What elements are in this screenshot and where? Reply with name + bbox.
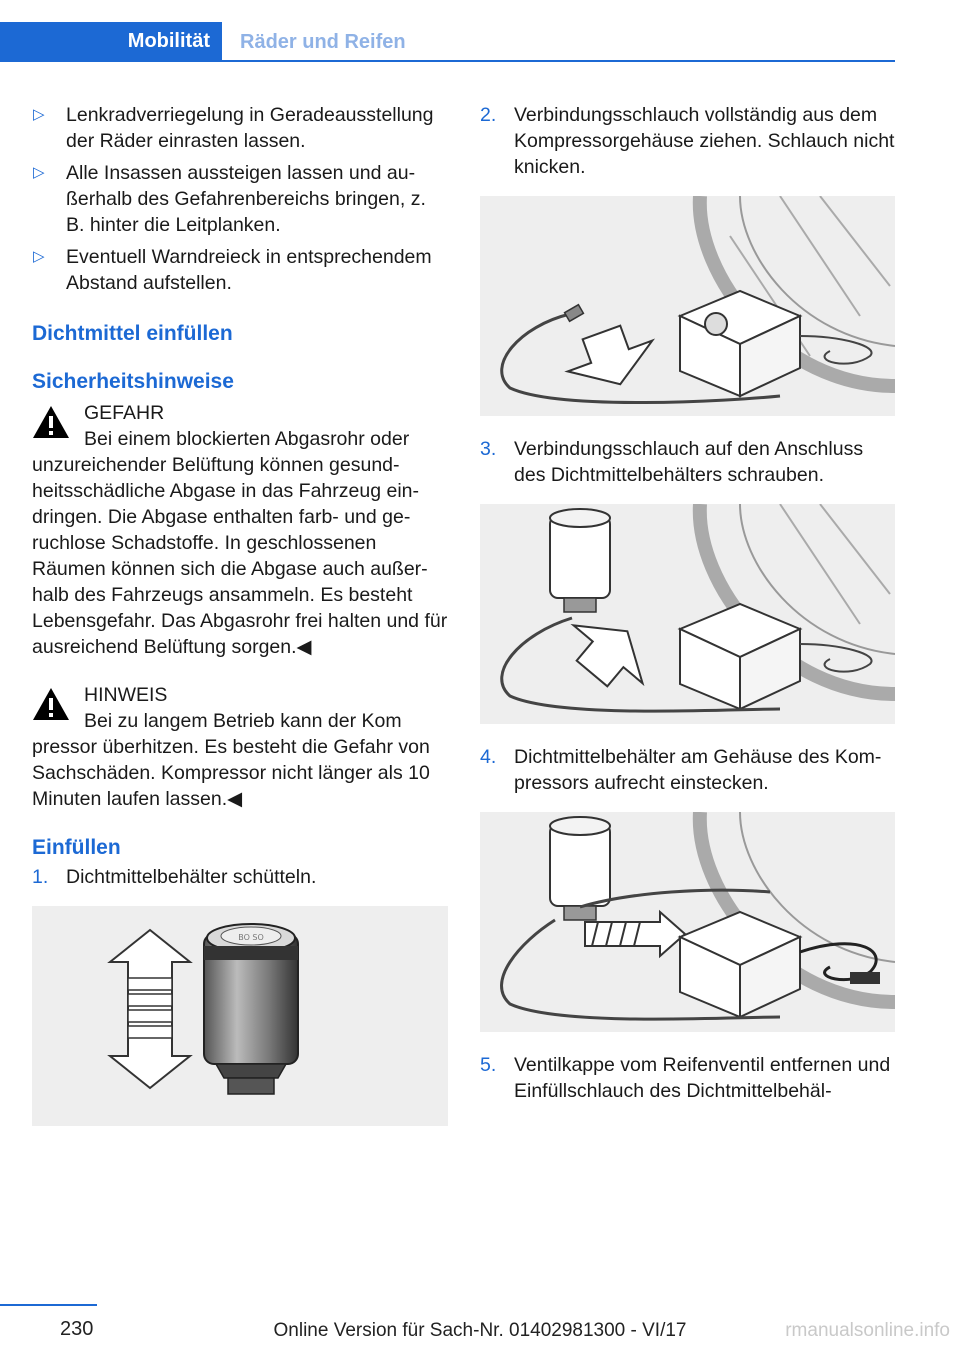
warning-triangle-icon — [32, 405, 70, 439]
step-number: 4. — [480, 746, 497, 768]
step-text: Verbindungsschlauch auf den Anschluss des Dichtmittelbehälters schrauben. — [514, 438, 864, 486]
bullet-item — [32, 244, 448, 296]
tab-mobilitaet[interactable]: Mobilität — [0, 22, 222, 60]
bullet-item — [32, 102, 448, 154]
page-number: 230 — [60, 1318, 94, 1340]
step-number: 1. — [32, 866, 49, 888]
step-3 — [480, 436, 895, 488]
heading-sicherheitshinweise: Sicherheitshinweise — [32, 370, 234, 393]
figure-pull-hose — [480, 196, 895, 416]
bottle-insert-illustration — [480, 812, 895, 1032]
step-4 — [480, 744, 895, 796]
bullet-item — [32, 160, 448, 238]
left-column — [32, 102, 448, 1126]
header-underline — [0, 60, 895, 62]
step-number: 2. — [480, 104, 497, 126]
danger-body: unzureichender Belüftung können gesundheitsschädliche Abgase in das Fahrzeug eindringen. Die Abgase enthalten farb- und geruchlose Schadstoffe. In geschlossenen Räumen können sich die Abgase auch außerhalb des Fahrzeugs ansammeln. Es besteht Lebensgefahr. Das Abgasrohr frei halten und für ausreichend Belüftung sorgen.◀ — [32, 454, 448, 658]
step-number: 5. — [480, 1054, 497, 1076]
heading-dichtmittel-einfuellen: Dichtmittel einfüllen — [32, 322, 233, 345]
danger-label: GEFAHR — [84, 402, 165, 424]
figure-screw-hose — [480, 504, 895, 724]
step-5 — [480, 1052, 895, 1104]
step-text: Ventilkappe vom Reifenventil entfernen und Einfüllschlauch des Dichtmittelbehäl- — [514, 1054, 891, 1102]
watermark: rmanualsonline.info — [785, 1320, 950, 1341]
heading-einfuellen: Einfüllen — [32, 836, 121, 859]
bullet-text: Eventuell Warndreieck in entsprechendem Abstand aufstellen. — [66, 246, 432, 294]
compressor-hose-illustration — [480, 196, 895, 416]
footer-rule — [0, 1304, 97, 1306]
step-text: Dichtmittelbehälter schütteln. — [66, 866, 317, 888]
triangle-bullet-icon: ▷ — [33, 106, 45, 123]
bullet-text: Lenkradverriegelung in Geradeausstellung der Räder einrasten lassen. — [66, 104, 434, 152]
step-text: Dichtmittelbehälter am Gehäuse des Kompressors aufrecht einstecken. — [514, 746, 882, 794]
online-version-note: Online Version für Sach-Nr. 01402981300 - VI/17 — [273, 1320, 687, 1341]
hinweis-label: HINWEIS — [84, 684, 168, 706]
step-text: Verbindungsschlauch vollständig aus dem Kompressorgehäuse ziehen. Schlauch nicht knicken. — [514, 104, 895, 178]
hinweis-notice — [32, 682, 448, 812]
bottle-hose-illustration — [480, 504, 895, 724]
warning-triangle-icon — [32, 687, 70, 721]
danger-first-line: Bei einem blockierten Abgasrohr oder — [84, 428, 410, 450]
header-tabs — [0, 22, 895, 62]
hinweis-first-line: Bei zu langem Betrieb kann der Kom — [84, 710, 402, 732]
cap-text: BO SO — [238, 933, 264, 942]
hinweis-body: pressor überhitzen. Es besteht die Gefahr von Sachschäden. Kompressor nicht länger als 10 Minuten laufen lassen.◀ — [32, 736, 430, 810]
step-2 — [480, 102, 895, 180]
bullet-text: Alle Insassen aussteigen lassen und außerhalb des Gefahrenbereichs bringen, z. B. hinter die Leitplanken. — [66, 162, 426, 236]
triangle-bullet-icon: ▷ — [33, 248, 45, 265]
tab-raeder-und-reifen[interactable]: Räder und Reifen — [240, 31, 406, 53]
right-column — [480, 102, 895, 1104]
step-number: 3. — [480, 438, 497, 460]
step-1 — [32, 864, 448, 890]
shake-bottle-illustration — [32, 906, 448, 1126]
figure-insert-bottle — [480, 812, 895, 1032]
figure-shake-bottle — [32, 906, 448, 1126]
triangle-bullet-icon: ▷ — [33, 164, 45, 181]
danger-notice — [32, 400, 448, 660]
